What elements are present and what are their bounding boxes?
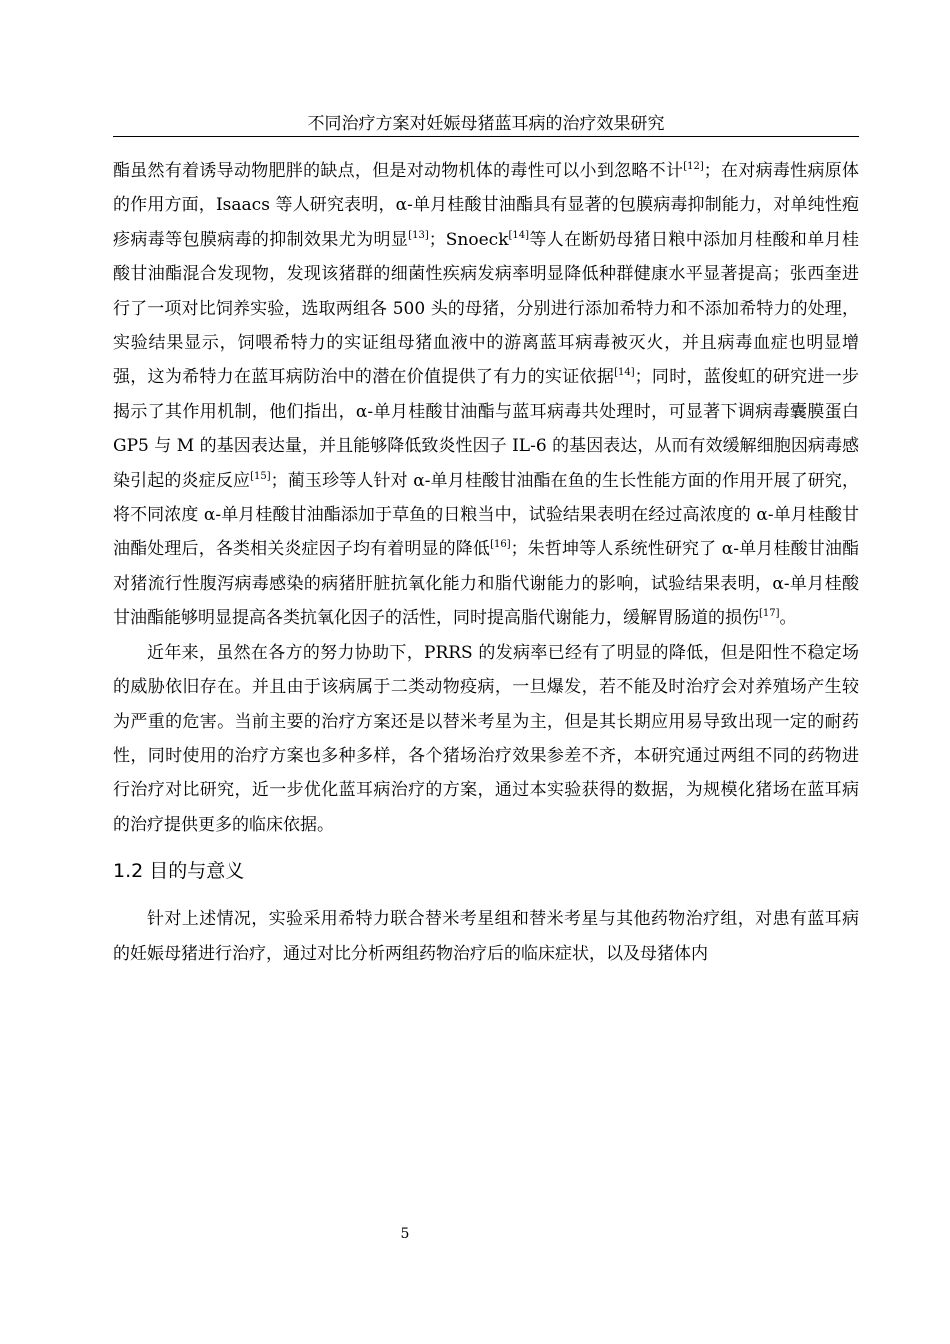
text-segment: 酯虽然有着诱导动物肥胖的缺点，但是对动物机体的毒性可以小到忽略不计 bbox=[113, 161, 684, 181]
text-segment: ；在对病毒性病原体的作用方面，Isaacs 等人研究表明，α-单月桂酸甘油酯具有显著的包膜病毒抑制能力，对单纯性疱疹病毒等包膜病毒的抑制效果尤为明显 bbox=[113, 161, 860, 250]
text-segment: ；蔺玉珍等人针对 α-单月桂酸甘油酯在鱼的生长性能方面的作用开展了研究，将不同浓度 α-单月桂酸甘油酯添加于草鱼的日粮当中，试验结果表明在经过高浓度的 α-单月桂酸甘油酯处理后，各类相关炎症因子均有着明显的降低 bbox=[113, 470, 860, 560]
page-number: 5 bbox=[400, 1226, 410, 1242]
header-rule bbox=[113, 136, 859, 137]
paragraph-2: 近年来，虽然在各方的努力协助下，PRRS 的发病率已经有了明显的降低，但是阳性不稳定场的威胁依旧存在。并且由于该病属于二类动物疫病，一旦爆发，若不能及时治疗会对养殖场产生较为严重的危害。当前主要的治疗方案还是以替米考星为主，但是其长期应用易导致出现一定的耐药性，同时使用的治疗方案也多种多样，各个猪场治疗效果参差不齐，本研究通过两组不同的药物进行治疗对比研究，近一步优化蓝耳病治疗的方案，通过本实验获得的数据，为规模化猪场在蓝耳病的治疗提供更多的临床依据。 bbox=[113, 642, 859, 835]
text-segment: ；朱哲坤等人系统性研究了 α-单月桂酸甘油酯对猪流行性腹泻病毒感染的病猪肝脏抗氧化能力和脂代谢能力的影响，试验结果表明，α-单月桂酸甘油酯能够明显提高各类抗氧化因子的活性，同时提高脂代谢能力，缓解胃肠道的损伤 bbox=[113, 539, 859, 629]
text-segment: 。 bbox=[779, 608, 797, 629]
paragraph-3: 针对上述情况，实验采用希特力联合替米考星组和替米考星与其他药物治疗组，对患有蓝耳病的妊娠母猪进行治疗，通过对比分析两组药物治疗后的临床症状，以及母猪体内 bbox=[113, 909, 859, 964]
citation: [16] bbox=[490, 539, 511, 551]
paragraph-1 bbox=[113, 154, 859, 636]
text-segment: 等人在断奶母猪日粮中添加月桂酸和单月桂酸甘油酯混合发现物，发现该猪群的细菌性疾病发病率明显降低种群健康水平显著提高；张西奎进行了一项对比饲养实验，选取两组各 500 头的母猪，分别进行添加希特力和不添加希特力的处理，实验结果显示，饲喂希特力的实证组母猪血液中的游离蓝耳病毒被灭火，并且病毒血症也明显增强，这为希特力在蓝耳病防治中的潜在价值提供了有力的实证依据 bbox=[113, 229, 860, 388]
citation: [14] bbox=[508, 229, 530, 241]
citation: [13] bbox=[408, 229, 429, 241]
citation: [15] bbox=[250, 470, 271, 482]
text-segment: ；Snoeck bbox=[428, 229, 509, 250]
text-segment: ；同时，蓝俊虹的研究进一步揭示了其作用机制，他们指出，α-单月桂酸甘油酯与蓝耳病毒共处理时，可显著下调病毒囊膜蛋白 GP5 与 M 的基因表达量，并且能够降低致炎性因子 IL-6 的基因表达，从而有效缓解细胞因病毒感染引起的炎症反应 bbox=[113, 367, 860, 491]
section-heading: 1.2 目的与意义 bbox=[113, 860, 245, 883]
citation: [17] bbox=[759, 608, 780, 620]
citation: [12] bbox=[683, 161, 704, 172]
citation: [14] bbox=[614, 367, 635, 379]
running-header: 不同治疗方案对妊娠母猪蓝耳病的治疗效果研究 bbox=[307, 114, 665, 134]
body-text bbox=[113, 154, 859, 971]
